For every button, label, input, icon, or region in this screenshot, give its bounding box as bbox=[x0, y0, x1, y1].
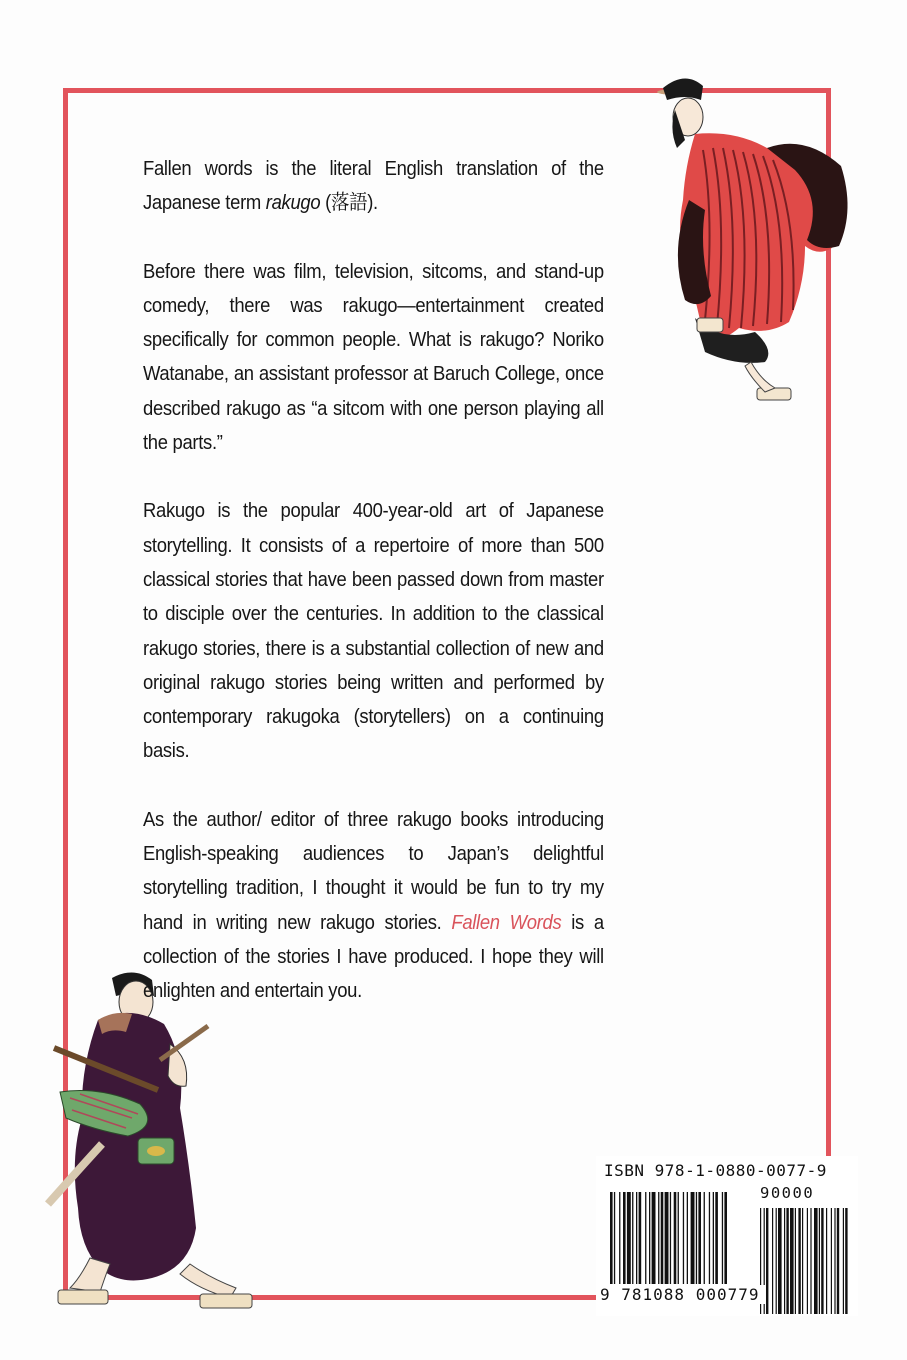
back-cover-description bbox=[143, 152, 604, 1043]
book-title: Fallen Words bbox=[451, 910, 562, 934]
geisha-illustration bbox=[655, 70, 855, 420]
term-rakugo: rakugo bbox=[265, 191, 321, 215]
paragraph-4: As the author/ editor of three rakugo books introducing English-speaking audiences to Japan’s delightful storytelling tradition, I thought it would be fun to try my hand in writing new rakugo stories. Fallen Words is a collection of the stories I have produced. I hope they will enlighten and entertain you. bbox=[143, 807, 604, 1003]
price-addon-code: 90000 bbox=[760, 1184, 815, 1202]
paragraph-3: Rakugo is the popular 400-year-old art of Japanese storytelling. It consists of a repertoire of more than 500 classical stories that have been passed down from master to disciple over the centuries. In addition to the classical rakugo stories, there is a substantial collection of new and original rakugo stories being written and performed by contemporary rakugoka (storytellers) on a continuing basis. bbox=[143, 499, 604, 763]
paragraph-1: Fallen words is the literal English translation of the Japanese term rakugo (落語). bbox=[143, 157, 604, 215]
barcode-digits: 9 781088 000779 bbox=[598, 1285, 766, 1304]
paragraph-2: Before there was film, television, sitcoms, and stand-up comedy, there was rakugo—entertainment created specifically for common people. What is rakugo? Noriko Watanabe, an assistant professor at Baruch College, once described rakugo as “a sitcom with one person playing all the parts.” bbox=[143, 259, 604, 455]
isbn-number: ISBN 978-1-0880-0077-9 bbox=[604, 1161, 827, 1180]
